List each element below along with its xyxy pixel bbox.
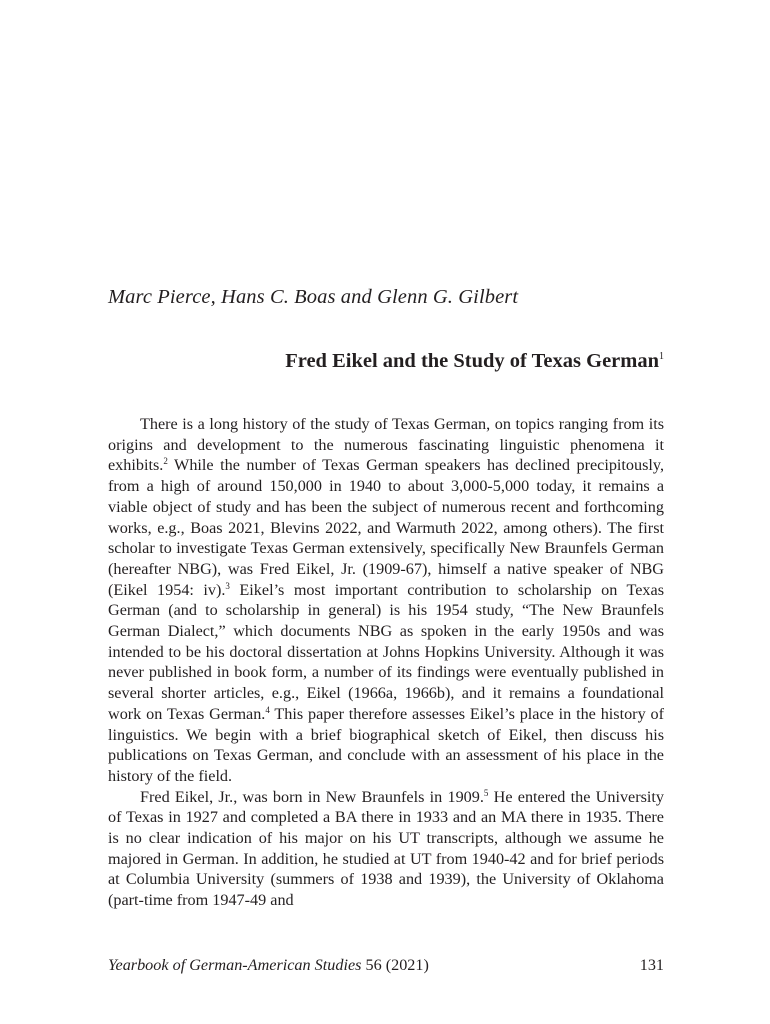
footnote-marker: 2 xyxy=(163,456,168,467)
paragraph-2 xyxy=(108,787,664,911)
footnote-marker: 4 xyxy=(265,704,270,715)
paragraph-text: There is a long history of the study of Texas German, on topics ranging from its origins and development to the numerous fascinating linguistic phenomena it exhibits. xyxy=(108,415,664,475)
journal-volume: 56 (2021) xyxy=(361,956,429,974)
page-number: 131 xyxy=(639,956,664,974)
footnote-marker: 1 xyxy=(659,351,664,362)
article-body xyxy=(108,414,664,911)
page-footer xyxy=(108,956,664,975)
paragraph-text: This paper therefore assesses Eikel’s place in the history of linguistics. We begin with a brief biographical sketch of Eikel, then discuss his publications on Texas German, and conclude with an assessment of his place in the history of the field. xyxy=(108,704,664,785)
paragraph-1 xyxy=(108,414,664,787)
article-title-text: Fred Eikel and the Study of Texas German xyxy=(285,350,659,372)
journal-name: Yearbook of German-American Studies xyxy=(108,956,362,974)
author-byline: Marc Pierce, Hans C. Boas and Glenn G. Gilbert xyxy=(108,286,519,308)
paragraph-text: Eikel’s most important contribution to scholarship on Texas German (and to scholarship in general) is his 1954 study, “The New Braunfels German Dialect,” which documents NBG as spoken in the early 1950s and was intended to be his doctoral dissertation at Johns Hopkins University. Although it was never published in book form, a number of its findings were eventually published in several shorter articles, e.g., Eikel (1966a, 1966b), and it remains a foundational work on Texas German. xyxy=(108,580,665,723)
article-title xyxy=(285,350,664,373)
footnote-marker: 3 xyxy=(225,580,230,591)
paragraph-text: He entered the University of Texas in 1927 and completed a BA there in 1933 and an MA there in 1935. There is no clear indication of his major on his UT transcripts, although we assume he majored in German. In addition, he studied at UT from 1940-42 and for brief periods at Columbia University (summers of 1938 and 1939), the University of Oklahoma (part-time from 1947-49 and xyxy=(108,787,664,910)
paragraph-text: While the number of Texas German speakers has declined precipitously, from a high of around 150,000 in 1940 to about 3,000-5,000 today, it remains a viable object of study and has been the subject of numerous recent and forthcoming works, e.g., Boas 2021, Blevins 2022, and Warmuth 2022, among others). The first scholar to investigate Texas German extensively, specifically New Braunfels German (hereafter NBG), was Fred Eikel, Jr. (1909-67), himself a native speaker of NBG (Eikel 1954: iv). xyxy=(108,456,664,599)
footnote-marker: 5 xyxy=(483,787,489,798)
paragraph-text: Fred Eikel, Jr., was born in New Braunfels in 1909. xyxy=(140,787,484,806)
